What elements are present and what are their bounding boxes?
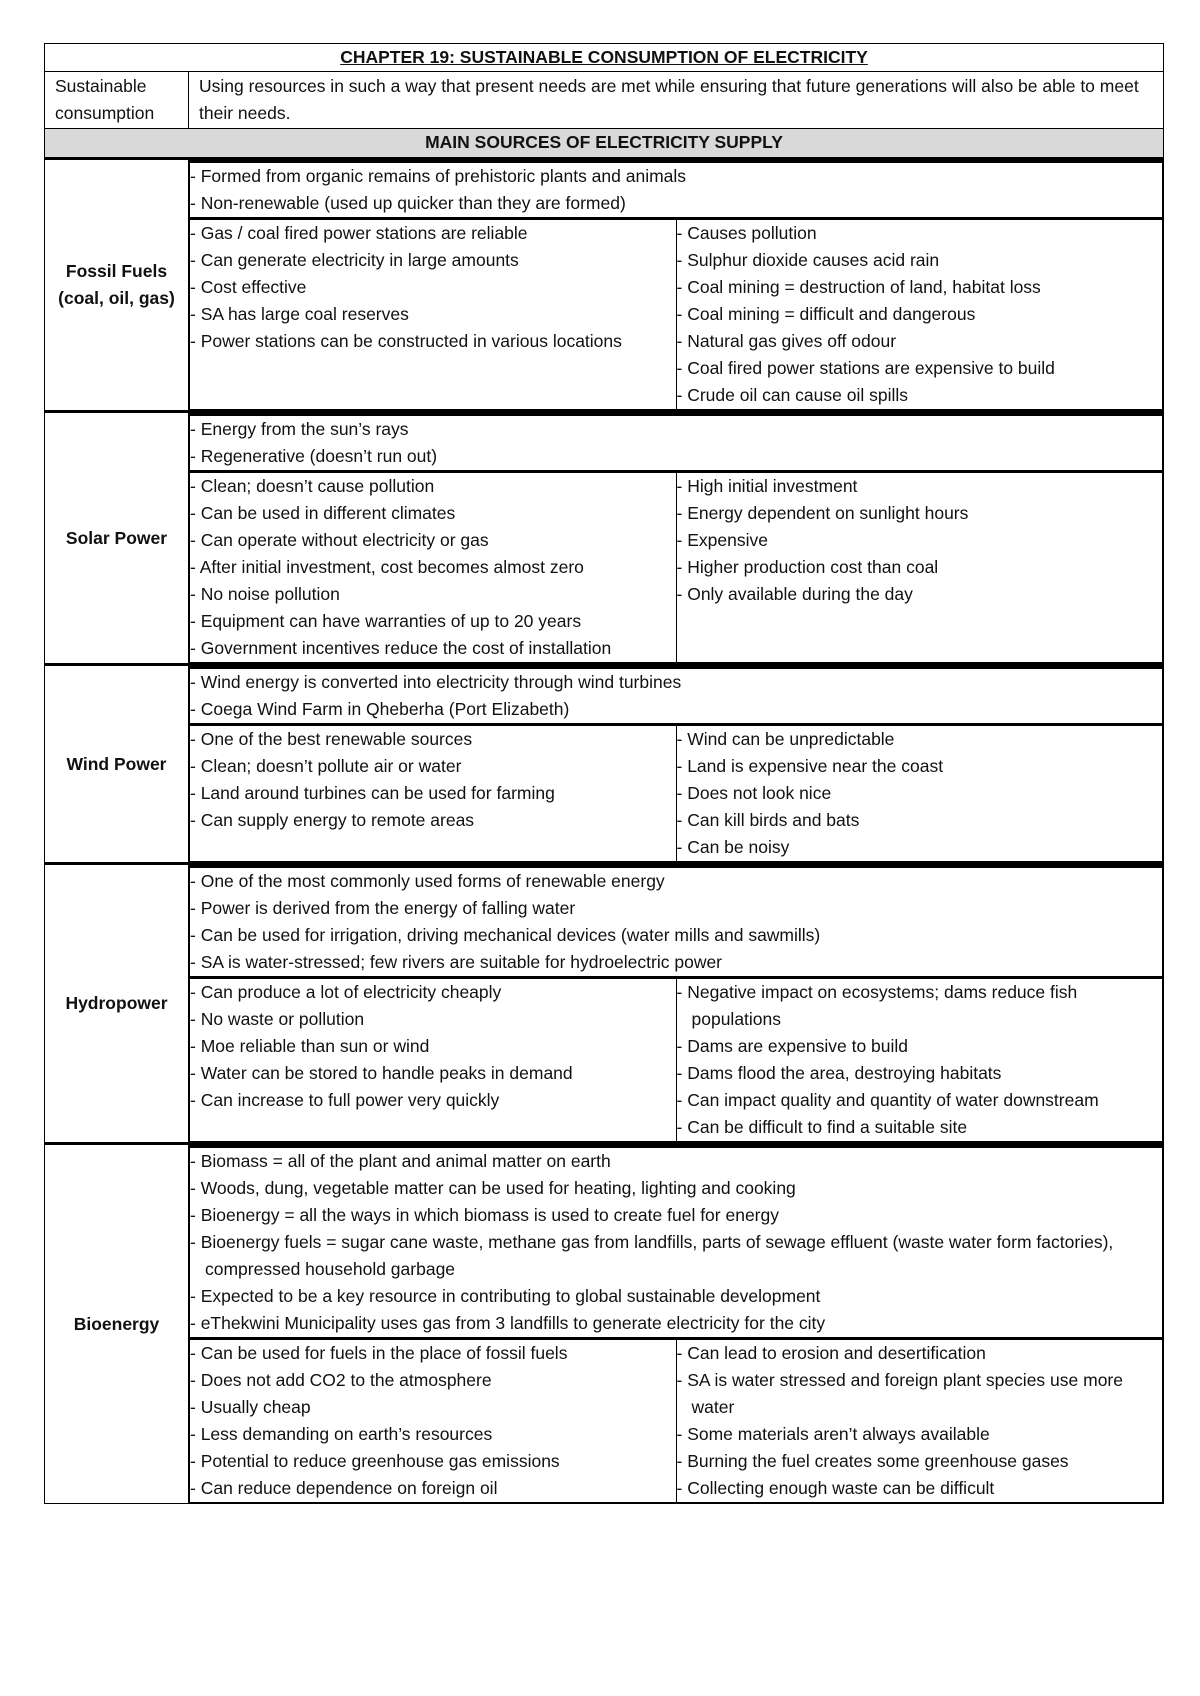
source-name: Fossil Fuels (coal, oil, gas) — [45, 159, 189, 412]
list-item: - Usually cheap — [190, 1394, 676, 1421]
title-row — [45, 44, 1164, 72]
list-item: - Dams flood the area, destroying habitats — [677, 1060, 1163, 1087]
general-list — [190, 868, 1162, 976]
advantages-list — [190, 726, 676, 834]
source-row — [45, 864, 1164, 1144]
list-item: - Less demanding on earth’s resources — [190, 1421, 676, 1448]
list-item: - Natural gas gives off odour — [677, 328, 1163, 355]
list-item: - Bioenergy fuels = sugar cane waste, methane gas from landfills, parts of sewage effluent (waste water form factories), compressed household garbage — [190, 1229, 1162, 1283]
general-facts — [190, 867, 1163, 978]
source-detail-table — [189, 413, 1163, 663]
list-item: - Woods, dung, vegetable matter can be used for heating, lighting and cooking — [190, 1175, 1162, 1202]
source-content — [189, 1144, 1164, 1504]
advantages-list — [190, 979, 676, 1114]
disadvantages-list — [677, 220, 1163, 409]
list-item: - Energy dependent on sunlight hours — [677, 500, 1163, 527]
list-item: - Expected to be a key resource in contributing to global sustainable development — [190, 1283, 1162, 1310]
disadvantages-list — [677, 726, 1163, 861]
source-detail-table — [189, 865, 1163, 1142]
source-content — [189, 412, 1164, 665]
list-item: - Regenerative (doesn’t run out) — [190, 443, 1162, 470]
list-item: - Can kill birds and bats — [677, 807, 1163, 834]
list-item: - Non-renewable (used up quicker than they are formed) — [190, 190, 1162, 217]
source-name: Solar Power — [45, 412, 189, 665]
source-row — [45, 1144, 1164, 1504]
list-item: - Expensive — [677, 527, 1163, 554]
general-facts — [190, 162, 1163, 219]
advantages-list — [190, 1340, 676, 1502]
advantages-column — [190, 219, 677, 410]
list-item: - Bioenergy = all the ways in which biomass is used to create fuel for energy — [190, 1202, 1162, 1229]
source-content — [189, 864, 1164, 1144]
list-item: - Power is derived from the energy of falling water — [190, 895, 1162, 922]
list-item: - Land is expensive near the coast — [677, 753, 1163, 780]
disadvantages-list — [677, 1340, 1163, 1502]
list-item: - Cost effective — [190, 274, 676, 301]
advantages-column — [190, 725, 677, 862]
disadvantages-column — [676, 1339, 1163, 1503]
list-item: - Potential to reduce greenhouse gas emissions — [190, 1448, 676, 1475]
list-item: - After initial investment, cost becomes almost zero — [190, 554, 676, 581]
source-row — [45, 665, 1164, 864]
list-item: - Coal mining = destruction of land, habitat loss — [677, 274, 1163, 301]
source-name: Wind Power — [45, 665, 189, 864]
list-item: - Formed from organic remains of prehistoric plants and animals — [190, 163, 1162, 190]
list-item: - Only available during the day — [677, 581, 1163, 608]
list-item: - Gas / coal fired power stations are reliable — [190, 220, 676, 247]
list-item: - Can impact quality and quantity of water downstream — [677, 1087, 1163, 1114]
advantages-column — [190, 978, 677, 1142]
list-item: - Land around turbines can be used for farming — [190, 780, 676, 807]
disadvantages-column — [676, 219, 1163, 410]
source-content — [189, 159, 1164, 412]
list-item: - Some materials aren’t always available — [677, 1421, 1163, 1448]
list-item: - Can be used in different climates — [190, 500, 676, 527]
list-item: - Power stations can be constructed in various locations — [190, 328, 676, 355]
list-item: - Can operate without electricity or gas — [190, 527, 676, 554]
general-list — [190, 163, 1162, 217]
source-detail-table — [189, 666, 1163, 862]
list-item: - Negative impact on ecosystems; dams reduce fish populations — [677, 979, 1163, 1033]
list-item: - eThekwini Municipality uses gas from 3 landfills to generate electricity for the city — [190, 1310, 1162, 1337]
list-item: - Crude oil can cause oil spills — [677, 382, 1163, 409]
advantages-column — [190, 1339, 677, 1503]
source-row — [45, 159, 1164, 412]
definition-term: Sustainable consumption — [45, 72, 189, 129]
list-item: - Biomass = all of the plant and animal matter on earth — [190, 1148, 1162, 1175]
source-content — [189, 665, 1164, 864]
list-item: - Can supply energy to remote areas — [190, 807, 676, 834]
list-item: - Collecting enough waste can be difficult — [677, 1475, 1163, 1502]
list-item: - Can lead to erosion and desertification — [677, 1340, 1163, 1367]
section-header-row — [45, 129, 1164, 159]
advantages-list — [190, 220, 676, 355]
source-name: Bioenergy — [45, 1144, 189, 1504]
list-item: - Can be difficult to find a suitable site — [677, 1114, 1163, 1141]
disadvantages-column — [676, 472, 1163, 663]
list-item: - No noise pollution — [190, 581, 676, 608]
list-item: - One of the most commonly used forms of renewable energy — [190, 868, 1162, 895]
general-facts — [190, 1147, 1163, 1339]
list-item: - One of the best renewable sources — [190, 726, 676, 753]
list-item: - Can reduce dependence on foreign oil — [190, 1475, 676, 1502]
list-item: - SA is water-stressed; few rivers are suitable for hydroelectric power — [190, 949, 1162, 976]
list-item: - Moe reliable than sun or wind — [190, 1033, 676, 1060]
list-item: - Sulphur dioxide causes acid rain — [677, 247, 1163, 274]
disadvantages-list — [677, 473, 1163, 608]
section-header: MAIN SOURCES OF ELECTRICITY SUPPLY — [45, 129, 1164, 159]
general-list — [190, 416, 1162, 470]
disadvantages-list — [677, 979, 1163, 1141]
disadvantages-column — [676, 978, 1163, 1142]
list-item: - Can increase to full power very quickly — [190, 1087, 676, 1114]
list-item: - No waste or pollution — [190, 1006, 676, 1033]
list-item: - Clean; doesn’t pollute air or water — [190, 753, 676, 780]
source-detail-table — [189, 1145, 1163, 1503]
source-detail-table — [189, 160, 1163, 410]
list-item: - Coal fired power stations are expensive to build — [677, 355, 1163, 382]
list-item: - Wind can be unpredictable — [677, 726, 1163, 753]
list-item: - Dams are expensive to build — [677, 1033, 1163, 1060]
list-item: - Can produce a lot of electricity cheaply — [190, 979, 676, 1006]
list-item: - Can be used for irrigation, driving mechanical devices (water mills and sawmills) — [190, 922, 1162, 949]
definition-text: Using resources in such a way that present needs are met while ensuring that future generations will also be able to meet their needs. — [189, 72, 1164, 129]
summary-table — [44, 43, 1164, 1504]
general-list — [190, 1148, 1162, 1337]
list-item: - Wind energy is converted into electricity through wind turbines — [190, 669, 1162, 696]
source-row — [45, 412, 1164, 665]
general-facts — [190, 668, 1163, 725]
list-item: - Causes pollution — [677, 220, 1163, 247]
list-item: - Coal mining = difficult and dangerous — [677, 301, 1163, 328]
list-item: - Can generate electricity in large amounts — [190, 247, 676, 274]
list-item: - Can be used for fuels in the place of fossil fuels — [190, 1340, 676, 1367]
general-facts — [190, 415, 1163, 472]
list-item: - Water can be stored to handle peaks in demand — [190, 1060, 676, 1087]
list-item: - Clean; doesn’t cause pollution — [190, 473, 676, 500]
list-item: - Coega Wind Farm in Qheberha (Port Elizabeth) — [190, 696, 1162, 723]
list-item: - Does not look nice — [677, 780, 1163, 807]
definition-row — [45, 72, 1164, 129]
list-item: - SA has large coal reserves — [190, 301, 676, 328]
list-item: - Government incentives reduce the cost of installation — [190, 635, 676, 662]
advantages-column — [190, 472, 677, 663]
list-item: - Energy from the sun’s rays — [190, 416, 1162, 443]
list-item: - High initial investment — [677, 473, 1163, 500]
general-list — [190, 669, 1162, 723]
list-item: - Higher production cost than coal — [677, 554, 1163, 581]
list-item: - Burning the fuel creates some greenhouse gases — [677, 1448, 1163, 1475]
advantages-list — [190, 473, 676, 662]
disadvantages-column — [676, 725, 1163, 862]
list-item: - Equipment can have warranties of up to 20 years — [190, 608, 676, 635]
source-name: Hydropower — [45, 864, 189, 1144]
list-item: - Can be noisy — [677, 834, 1163, 861]
list-item: - SA is water stressed and foreign plant species use more water — [677, 1367, 1163, 1421]
chapter-title: CHAPTER 19: SUSTAINABLE CONSUMPTION OF ELECTRICITY — [45, 44, 1164, 72]
list-item: - Does not add CO2 to the atmosphere — [190, 1367, 676, 1394]
